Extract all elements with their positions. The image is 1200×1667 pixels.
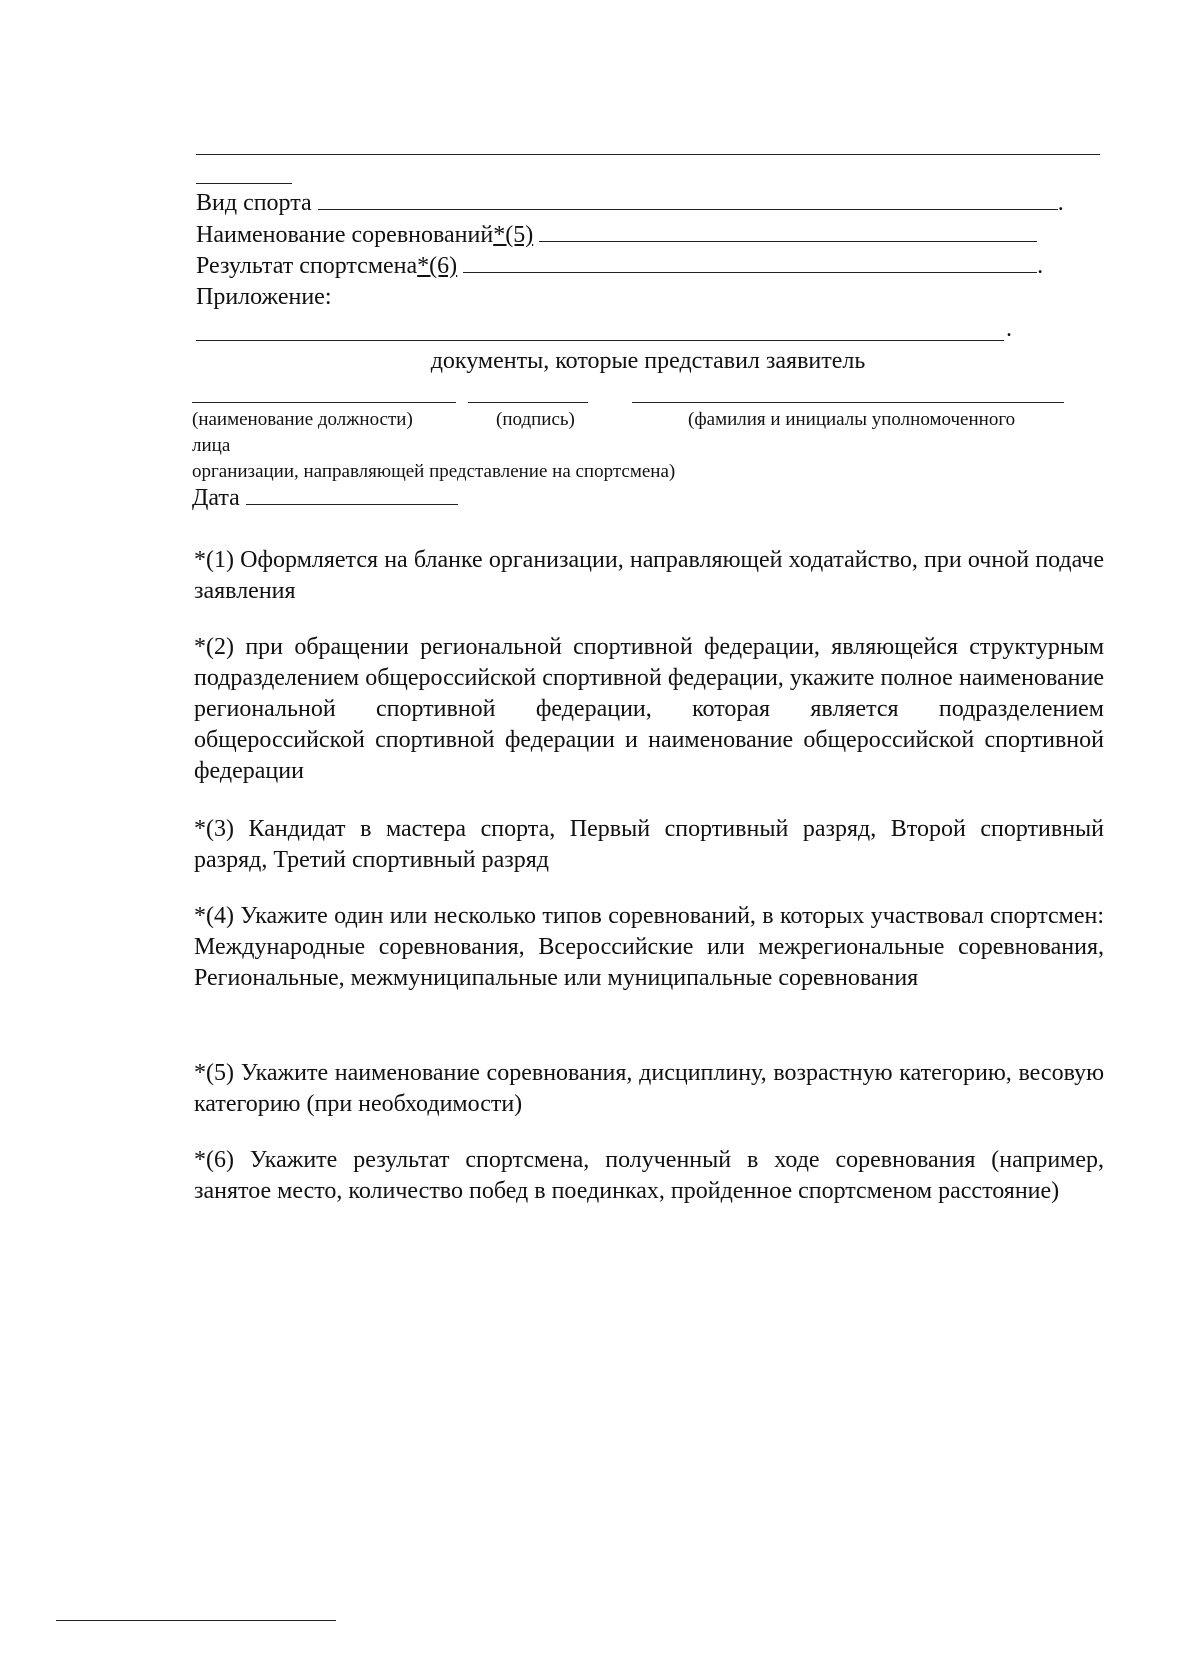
result-field[interactable] <box>463 271 1037 273</box>
footnote-text: Кандидат в мастера спорта, Первый спортивный разряд, Второй спортивный разряд, Третий спортивный разряд <box>194 816 1105 873</box>
sport-field[interactable] <box>318 208 1058 210</box>
top-short-rule <box>196 183 292 184</box>
attachment-period: . <box>1006 316 1012 342</box>
footnote-2 <box>194 632 1104 787</box>
footnote-text: Оформляется на бланке организации, направляющей ходатайство, при очной подаче заявления <box>194 547 1105 604</box>
top-rule <box>196 154 1100 155</box>
sig-signature-caption: (подпись) <box>496 409 575 430</box>
result-period: . <box>1037 253 1044 279</box>
sport-label: Вид спорта <box>196 190 312 216</box>
sig-position-caption: (наименование должности) <box>192 409 413 430</box>
date-row <box>192 483 458 513</box>
competition-ref: *(5) <box>493 222 534 248</box>
result-ref: *(6) <box>417 253 458 279</box>
date-field[interactable] <box>246 503 458 505</box>
name-line[interactable] <box>632 402 1064 403</box>
footnote-mark: *(4) <box>194 903 234 929</box>
footnote-text: Укажите результат спортсмена, полученный в ходе соревнования (например, занятое место, количество побед в поединках, пройденное спортсменом расстояние) <box>194 1147 1104 1204</box>
footnote-text: Укажите наименование соревнования, дисциплину, возрастную категорию, весовую категорию (при необходимости) <box>194 1060 1105 1117</box>
signature-line[interactable] <box>468 402 588 403</box>
footnote-mark: *(3) <box>194 816 234 842</box>
footnote-text: при обращении региональной спортивной федерации, являющейся структурным подразделением общероссийской спортивной федерации, укажите полное наименование региональной спортивной федерации, которая является подразделением общероссийской спортивной федерации и наименование общероссийской спортивной федерации <box>194 634 1105 784</box>
sport-period: . <box>1057 190 1064 216</box>
sig-name-caption: (фамилия и инициалы уполномоченного <box>688 409 1016 430</box>
footnote-1 <box>194 545 1104 607</box>
result-row <box>196 251 1096 281</box>
footnote-6 <box>194 1145 1104 1207</box>
sig-org-caption: организации, направляющей представление на спортсмена) <box>192 461 676 482</box>
footnote-mark: *(5) <box>194 1060 234 1086</box>
competition-label: Наименование соревнований <box>196 222 494 248</box>
footnote-text: Укажите один или несколько типов соревнований, в которых участвовал спортсмен: Международные соревнования, Всероссийские или межрегиональные соревнования, Региональные, межмуниципальные или муниципальные соревнования <box>194 903 1105 991</box>
position-line[interactable] <box>192 402 456 403</box>
bottom-rule <box>56 1620 336 1621</box>
sport-row <box>196 188 1096 218</box>
attachment-caption: документы, которые представил заявитель <box>430 348 866 374</box>
date-label: Дата <box>192 485 240 511</box>
result-label: Результат спортсмена <box>196 253 418 279</box>
competition-row <box>196 220 1096 250</box>
attachment-label: Приложение: <box>196 284 332 310</box>
competition-field[interactable] <box>539 240 1037 242</box>
footnote-5 <box>194 1058 1104 1120</box>
sig-person-caption: лица <box>192 435 231 456</box>
footnote-mark: *(1) <box>194 547 234 573</box>
footnote-3 <box>194 814 1104 876</box>
attachment-field[interactable] <box>196 340 1004 341</box>
footnote-4 <box>194 901 1104 994</box>
footnote-mark: *(6) <box>194 1147 234 1173</box>
footnote-mark: *(2) <box>194 634 234 660</box>
